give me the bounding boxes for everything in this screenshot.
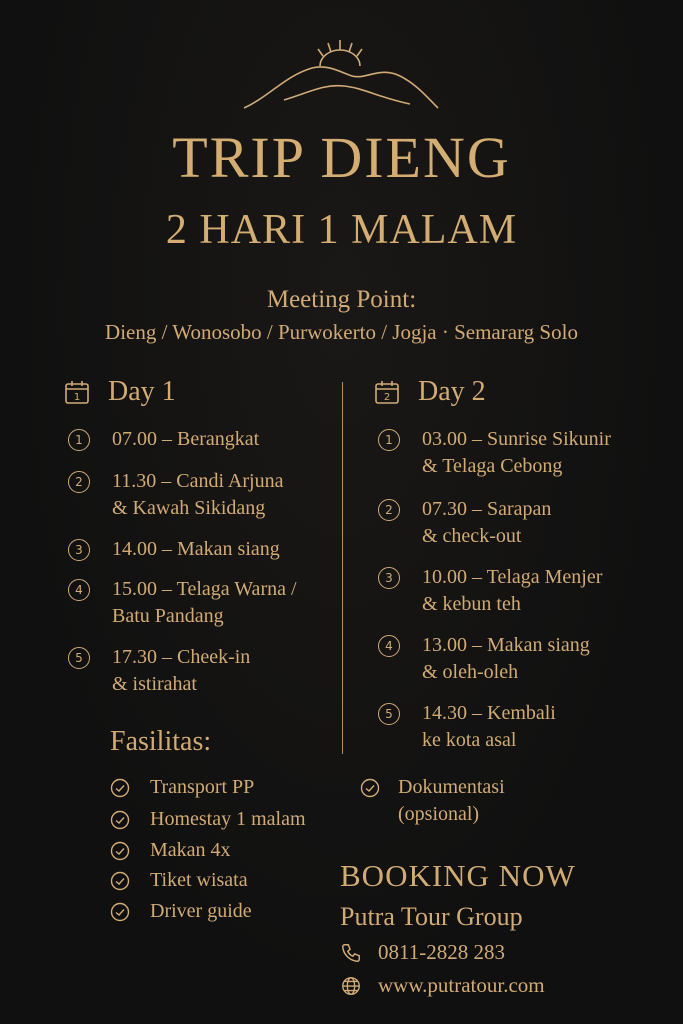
day1-label: Day 1 — [108, 376, 176, 407]
facility-text: Driver guide — [150, 900, 252, 922]
check-circle-icon — [110, 871, 130, 891]
check-circle-icon — [360, 778, 380, 798]
globe-icon — [340, 975, 362, 997]
facility-item — [110, 867, 248, 894]
step-text: 11.30 – Candi Arjuna & Kawah Sikidang — [112, 470, 284, 519]
check-circle-icon — [110, 902, 130, 922]
phone-number: 0811-2828 283 — [378, 940, 505, 964]
facility-text: Makan 4x — [150, 839, 231, 861]
check-circle-icon — [110, 810, 130, 830]
step-text: 15.00 – Telaga Warna / Batu Pandang — [112, 578, 297, 627]
day2-header — [374, 376, 486, 408]
step-text: 10.00 – Telaga Menjer & kebun teh — [422, 566, 603, 615]
calendar-icon — [374, 379, 400, 405]
list-item — [378, 426, 611, 480]
step-number: 1 — [68, 429, 90, 451]
list-item — [378, 496, 551, 550]
step-text: 07.30 – Sarapan & check-out — [422, 498, 552, 547]
facility-text: Transport PP — [150, 776, 255, 798]
step-text: 03.00 – Sunrise Sikunir & Telaga Cebong — [422, 428, 611, 477]
step-number: 3 — [378, 567, 400, 589]
step-number: 5 — [378, 703, 400, 725]
check-circle-icon — [110, 778, 130, 798]
calendar-icon — [64, 379, 90, 405]
check-circle-icon — [110, 841, 130, 861]
facilities-title: Fasilitas: — [110, 726, 212, 757]
calendar-number: 2 — [383, 392, 391, 403]
booking-now-heading: BOOKING NOW — [340, 858, 576, 893]
list-item — [68, 426, 259, 453]
list-item — [68, 536, 280, 563]
step-number: 1 — [378, 429, 400, 451]
facility-text: Tiket wisata — [150, 869, 248, 891]
meeting-point-label: Meeting Point: — [266, 286, 417, 313]
list-item — [378, 564, 602, 618]
facility-text: Dokumentasi (opsional) — [398, 776, 505, 825]
list-item — [68, 468, 283, 522]
facility-item — [110, 806, 306, 833]
step-number: 2 — [378, 499, 400, 521]
page-title: TRIP DIENG — [172, 125, 511, 190]
facility-item — [110, 774, 254, 801]
column-divider — [342, 382, 343, 754]
day1-header — [64, 376, 176, 408]
step-text: 07.00 – Berangkat — [112, 428, 260, 450]
meeting-point-places: Dieng / Wonosobo / Purwokerto / Jogja · Semararg Solo — [105, 320, 578, 344]
list-item — [378, 632, 590, 686]
facility-text: Homestay 1 malam — [150, 808, 306, 830]
website-url: www.putratour.com — [378, 973, 545, 997]
page-subtitle: 2 HARI 1 MALAM — [165, 207, 518, 253]
step-number: 2 — [68, 471, 90, 493]
step-number: 5 — [68, 647, 90, 669]
step-number: 3 — [68, 539, 90, 561]
phone-icon — [340, 942, 362, 964]
list-item — [68, 576, 297, 630]
mountain-sun-logo — [240, 36, 440, 116]
step-text: 13.00 – Makan siang & oleh-oleh — [422, 634, 590, 683]
facility-item — [360, 774, 505, 828]
step-text: 14.00 – Makan siang — [112, 538, 280, 560]
step-number: 4 — [68, 579, 90, 601]
list-item — [68, 644, 250, 698]
facility-item — [110, 898, 252, 925]
facility-item — [110, 837, 231, 864]
website-link[interactable] — [340, 973, 545, 998]
company-name: Putra Tour Group — [340, 902, 523, 931]
step-number: 4 — [378, 635, 400, 657]
phone-contact[interactable] — [340, 940, 505, 965]
day2-label: Day 2 — [418, 376, 486, 407]
step-text: 17.30 – Cheek-in & istirahat — [112, 646, 251, 695]
calendar-number: 1 — [73, 392, 81, 403]
list-item — [378, 700, 556, 754]
step-text: 14.30 – Kembali ke kota asal — [422, 702, 556, 751]
